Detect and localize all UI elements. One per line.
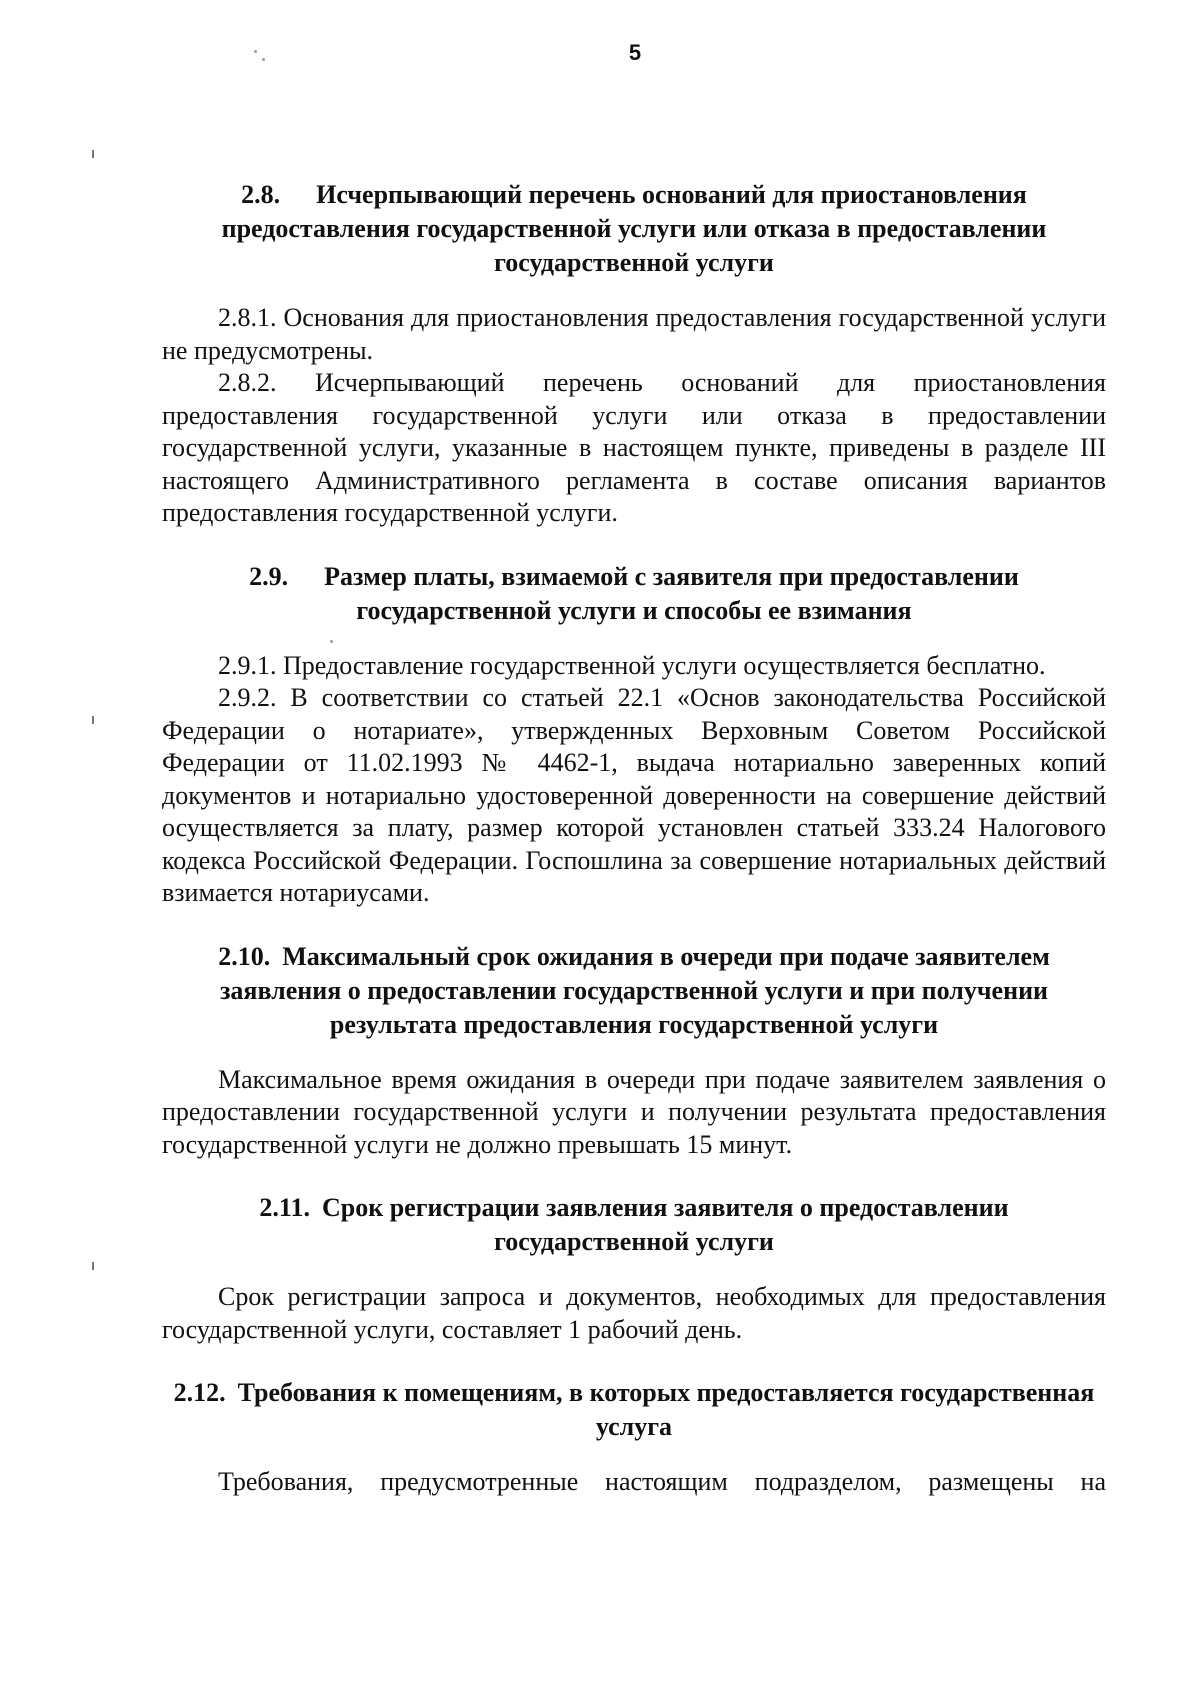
section-title: Срок регистрации заявления заявителя о предоставлении государственной услуги — [321, 1193, 1009, 1256]
section-title: Размер платы, взимаемой с заявителя при предоставлении государственной услуги и способы ее взимания — [324, 561, 1019, 625]
scan-mark — [92, 1262, 94, 1270]
section-heading-2-11 — [162, 1191, 1106, 1259]
section-number: 2.12. — [173, 1378, 226, 1407]
scan-speck — [262, 58, 265, 61]
section-heading-2-9 — [162, 560, 1106, 628]
scan-mark — [92, 716, 94, 724]
page-number: 5 — [628, 40, 642, 65]
paragraph-2-8-1: 2.8.1. Основания для приостановления предоставления государственной услуги не предусмотрены. — [162, 303, 1106, 365]
paragraph-2-12: Требования, предусмотренные настоящим подразделом, размещены на — [218, 1467, 1106, 1496]
paragraph-2-8-2: 2.8.2. Исчерпывающий перечень оснований для приостановления предоставления государственной услуги или отказа в предоставлении государственной услуги, указанные в настоящем пункте, приведены в разделе III настоящего Административного регламента в составе описания вариантов предоставления государственной услуги. — [162, 368, 1106, 527]
section-title: Максимальный срок ожидания в очереди при подаче заявителем заявления о предоставлении государственной услуги и при получении результата предоставления государственной услуги — [219, 941, 1050, 1039]
section-title: Требования к помещениям, в которых предоставляется государственная услуга — [237, 1378, 1095, 1441]
paragraph-2-10: Максимальное время ожидания в очереди при подаче заявителем заявления о предоставлении государственной услуги и получении результата предоставления государственной услуги не должно превышать 15 минут. — [162, 1064, 1106, 1159]
section-title: Исчерпывающий перечень оснований для приостановления предоставления государственной услуги или отказа в предоставлении государственной услуги — [221, 180, 1047, 277]
section-number: 2.10. — [218, 941, 271, 971]
paragraph-2-9-1: 2.9.1. Предоставление государственной услуги осуществляется бесплатно. — [218, 650, 1046, 680]
scan-mark — [92, 150, 94, 158]
scan-speck — [254, 50, 257, 53]
section-heading-2-12 — [162, 1376, 1106, 1444]
document-body — [162, 178, 1106, 1499]
section-number: 2.9. — [249, 561, 289, 591]
section-number: 2.8. — [241, 180, 281, 209]
section-heading-2-8 — [162, 178, 1106, 280]
section-number: 2.11. — [259, 1193, 310, 1222]
paragraph-2-9-2: 2.9.2. В соответствии со статьей 22.1 «Основ законодательства Российской Федерации о нотариате», утвержденных Верховным Советом Российской Федерации от 11.02.1993 № 4462-1, выдача нотариально заверенных копий документов и нотариально удостоверенной доверенности на совершение действий осуществляется за плату, размер которой установлен статьей 333.24 Налогового кодекса Российской Федерации. Госпошлина за совершение нотариальных действий взимается нотариусами. — [162, 683, 1106, 907]
paragraph-2-11: Срок регистрации запроса и документов, необходимых для предоставления государственной услуги, составляет 1 рабочий день. — [162, 1282, 1106, 1344]
section-heading-2-10 — [162, 940, 1106, 1042]
